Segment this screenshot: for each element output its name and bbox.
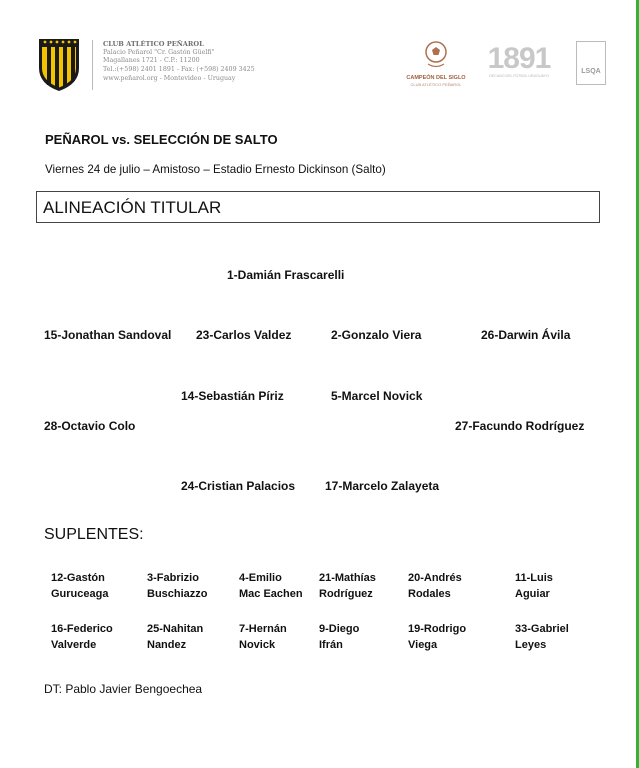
logo-1891-number: 1891 — [487, 42, 551, 75]
player-goalkeeper: 1-Damián Frascarelli — [227, 268, 345, 282]
sub-last-name: Valverde — [51, 639, 97, 651]
substitute-player — [515, 621, 569, 653]
starting-lineup-heading-box — [36, 191, 600, 223]
player-defender: 15-Jonathan Sandoval — [44, 328, 172, 342]
club-name: CLUB ATLÉTICO PEÑAROL — [103, 40, 204, 48]
substitute-player — [239, 621, 287, 653]
substitute-player — [515, 570, 553, 602]
sub-last-name: Nandez — [147, 639, 187, 651]
sub-last-name: Aguiar — [515, 588, 550, 600]
header-divider — [92, 40, 93, 90]
decano-1891-logo — [480, 44, 558, 79]
substitute-player — [147, 621, 203, 653]
club-address-line2: Magallanes 1721 - C.P.: 11200 — [103, 57, 200, 65]
substitute-player — [408, 621, 466, 653]
substitute-player — [319, 570, 376, 602]
club-web-line: www.peñarol.org - Montevideo - Uruguay — [103, 74, 236, 82]
sub-number-first-name: 12-Gastón — [51, 572, 105, 584]
sub-last-name: Leyes — [515, 639, 547, 651]
substitute-player — [408, 570, 462, 602]
substitute-player — [51, 570, 108, 602]
campeon-del-siglo-logo — [404, 40, 468, 87]
substitute-player — [51, 621, 113, 653]
campeon-title: CAMPEÓN DEL SIGLO — [406, 75, 466, 81]
sub-number-first-name: 19-Rodrigo — [408, 623, 467, 635]
sub-last-name: Rodríguez — [319, 588, 373, 600]
match-info: Viernes 24 de julio – Amistoso – Estadio Ernesto Dickinson (Salto) — [45, 163, 386, 176]
sub-last-name: Guruceaga — [51, 588, 109, 600]
sub-number-first-name: 11-Luis — [515, 572, 553, 584]
player-defender: 26-Darwin Ávila — [481, 328, 571, 342]
sub-number-first-name: 16-Federico — [51, 623, 113, 635]
sub-last-name: Novick — [239, 639, 276, 651]
sub-last-name: Viega — [408, 639, 438, 651]
lsqa-label: LSQA — [581, 68, 601, 75]
sub-number-first-name: 4-Emilio — [239, 572, 282, 584]
sub-last-name: Buschiazzo — [147, 588, 208, 600]
player-midfielder: 5-Marcel Novick — [331, 389, 423, 403]
player-defender: 2-Gonzalo Viera — [331, 328, 422, 342]
match-title: PEÑAROL vs. SELECCIÓN DE SALTO — [45, 132, 278, 147]
sub-last-name: Rodales — [408, 588, 451, 600]
sub-last-name: Ifrán — [319, 639, 343, 651]
sub-number-first-name: 33-Gabriel — [515, 623, 569, 635]
starting-lineup-heading: ALINEACIÓN TITULAR — [43, 198, 222, 217]
player-winger: 27-Facundo Rodríguez — [455, 419, 585, 433]
penarol-crest-logo — [37, 38, 81, 92]
campeon-subtitle: CLUB ATLÉTICO PEÑAROL — [410, 82, 462, 87]
sub-number-first-name: 3-Fabrizio — [147, 572, 199, 584]
substitute-player — [239, 570, 303, 602]
sub-last-name: Mac Eachen — [239, 588, 303, 600]
soccer-ball-icon — [422, 40, 450, 70]
player-forward: 17-Marcelo Zalayeta — [325, 479, 440, 493]
sub-number-first-name: 25-Nahitan — [147, 623, 204, 635]
sub-number-first-name: 7-Hernán — [239, 623, 287, 635]
player-midfielder: 14-Sebastián Píriz — [181, 389, 284, 403]
club-address-line1: Palacio Peñarol "Cr. Gastón Güelfi" — [103, 48, 215, 56]
sub-number-first-name: 21-Mathías — [319, 572, 376, 584]
player-defender: 23-Carlos Valdez — [196, 328, 292, 342]
substitute-player — [147, 570, 208, 602]
substitute-player — [319, 621, 359, 653]
sub-number-first-name: 20-Andrés — [408, 572, 462, 584]
logo-1891-tag: DECANO DEL FÚTBOL URUGUAYO — [489, 74, 549, 78]
player-forward: 24-Cristian Palacios — [181, 479, 296, 493]
coach-line: DT: Pablo Javier Bengoechea — [44, 682, 203, 696]
club-phone-line: Tel.:(+598) 2401 1891 - Fax: (+598) 2409 3425 — [103, 66, 255, 74]
player-winger: 28-Octavio Colo — [44, 419, 136, 433]
substitutes-heading: SUPLENTES: — [44, 526, 144, 543]
sub-number-first-name: 9-Diego — [319, 623, 360, 635]
club-contact-block — [103, 40, 255, 84]
lsqa-certification-logo — [576, 41, 606, 85]
